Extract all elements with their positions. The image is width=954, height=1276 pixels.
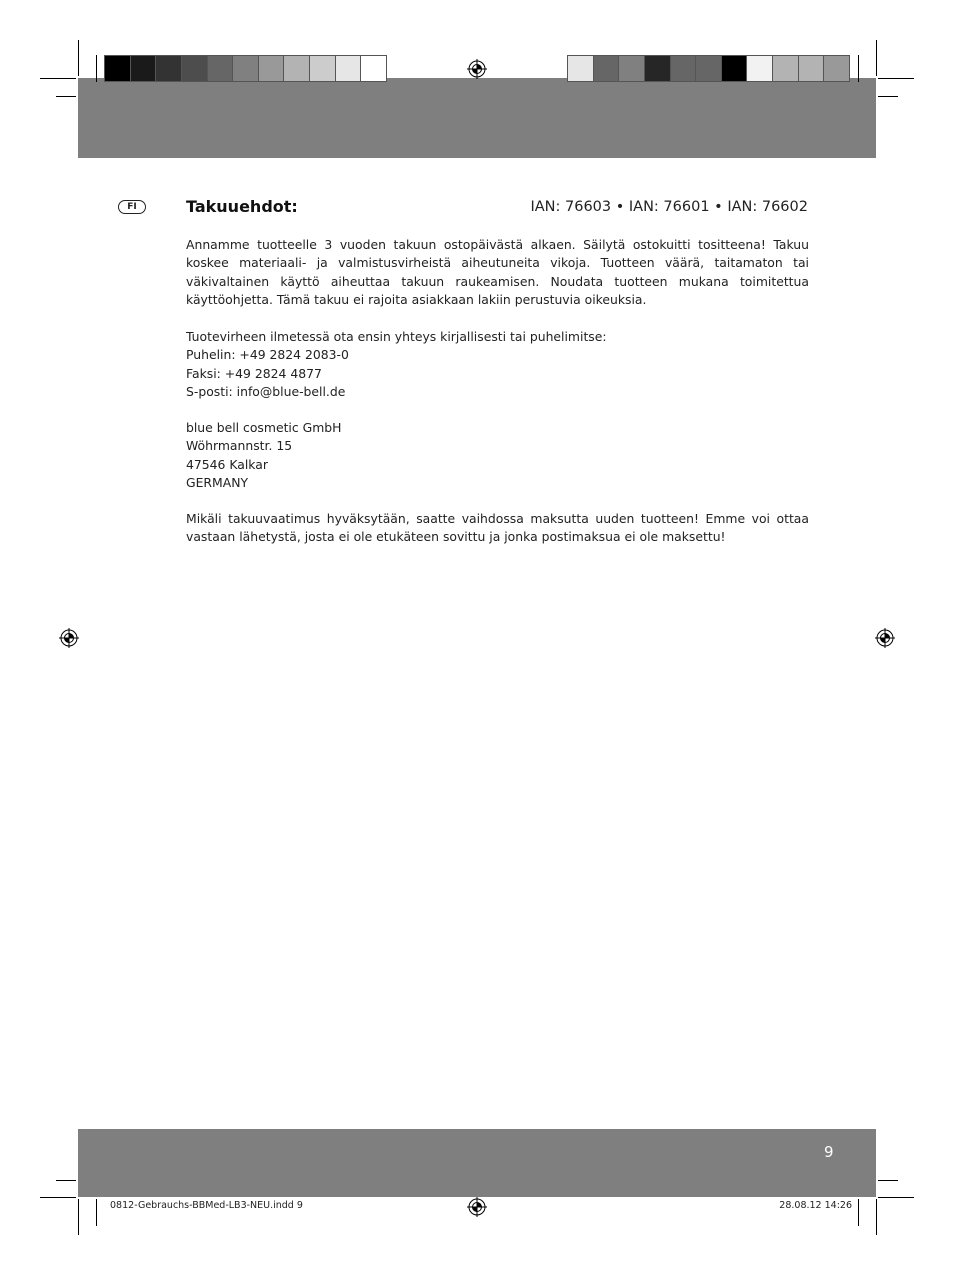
print-file-info: 0812-Gebrauchs-BBMed-LB3-NEU.indd 9 — [110, 1200, 303, 1211]
crop-mark — [96, 55, 97, 82]
color-swatch — [156, 56, 182, 81]
color-swatch — [799, 56, 825, 81]
color-swatch-strip-right — [567, 55, 850, 82]
color-swatch — [747, 56, 773, 81]
color-swatch — [284, 56, 310, 81]
crop-mark — [878, 1197, 914, 1198]
crop-mark — [876, 1199, 877, 1235]
replacement-paragraph: Mikäli takuuvaatimus hyväksytään, saatte vaihdossa maksutta uuden tuotteen! Emme voi ottaa vastaan lähetystä, josta ei ole etukäteen sovittu ja jonka postimaksua ei ole maksettu! — [186, 511, 809, 545]
color-swatch — [696, 56, 722, 81]
color-swatch — [131, 56, 157, 81]
crop-mark — [56, 96, 76, 97]
color-swatch — [619, 56, 645, 81]
color-swatch-strip-left — [104, 55, 387, 82]
crop-mark — [878, 96, 898, 97]
crop-mark — [878, 1180, 898, 1181]
page-number: 9 — [824, 1143, 834, 1161]
crop-mark — [878, 78, 914, 79]
contact-intro: Tuotevirheen ilmetessä ota ensin yhteys kirjallisesti tai puhelimitse: — [186, 329, 607, 344]
print-datetime: 28.08.12 14:26 — [779, 1200, 852, 1211]
registration-mark-icon — [467, 1197, 487, 1217]
color-swatch — [182, 56, 208, 81]
crop-mark — [96, 1199, 97, 1226]
registration-mark-icon — [875, 628, 895, 648]
contact-block — [186, 328, 809, 402]
address-line: GERMANY — [186, 475, 249, 491]
color-swatch — [645, 56, 671, 81]
color-swatch — [310, 56, 336, 81]
color-swatch — [824, 56, 849, 81]
color-swatch — [671, 56, 697, 81]
crop-mark — [858, 1199, 859, 1226]
color-swatch — [336, 56, 362, 81]
crop-mark — [78, 40, 79, 76]
page-title: Takuuehdot: — [186, 197, 298, 216]
address-line: Wöhrmannstr. 15 — [186, 438, 293, 454]
color-swatch — [773, 56, 799, 81]
address-line: 47546 Kalkar — [186, 456, 268, 472]
color-swatch — [208, 56, 234, 81]
color-swatch — [568, 56, 594, 81]
color-swatch — [722, 56, 748, 81]
address-line: blue bell cosmetic GmbH — [186, 420, 342, 435]
language-badge: FI — [118, 200, 146, 214]
crop-mark — [876, 40, 877, 76]
registration-mark-icon — [467, 59, 487, 79]
registration-mark-icon — [59, 628, 79, 648]
address-block — [186, 419, 809, 493]
contact-phone: Puhelin: +49 2824 2083-0 — [186, 347, 349, 363]
color-swatch — [259, 56, 285, 81]
warranty-paragraph: Annamme tuotteelle 3 vuoden takuun ostopäivästä alkaen. Säilytä ostokuitti tositteena! Takuu koskee materiaali- ja valmistusvirheistä aiheutuneita vikoja. Tuotteen väärä, taitamaton tai väkivaltainen käyttö aiheuttaa takuun raukeamisen. Noudata tuotteen mukana toimitettua käyttöohjetta. Tämä takuu ei rajoita asiakkaan lakiin perustuvia oikeuksia. — [186, 237, 809, 308]
crop-mark — [56, 1180, 76, 1181]
crop-mark — [858, 55, 859, 82]
ian-numbers: IAN: 76603 • IAN: 76601 • IAN: 76602 — [530, 199, 808, 215]
color-swatch — [361, 56, 386, 81]
top-header-band — [78, 78, 876, 158]
crop-mark — [40, 78, 76, 79]
color-swatch — [594, 56, 620, 81]
color-swatch — [233, 56, 259, 81]
contact-email: S-posti: info@blue-bell.de — [186, 384, 346, 400]
color-swatch — [105, 56, 131, 81]
bottom-footer-band — [78, 1129, 876, 1197]
crop-mark — [40, 1197, 76, 1198]
crop-mark — [78, 1199, 79, 1235]
contact-fax: Faksi: +49 2824 4877 — [186, 365, 322, 381]
